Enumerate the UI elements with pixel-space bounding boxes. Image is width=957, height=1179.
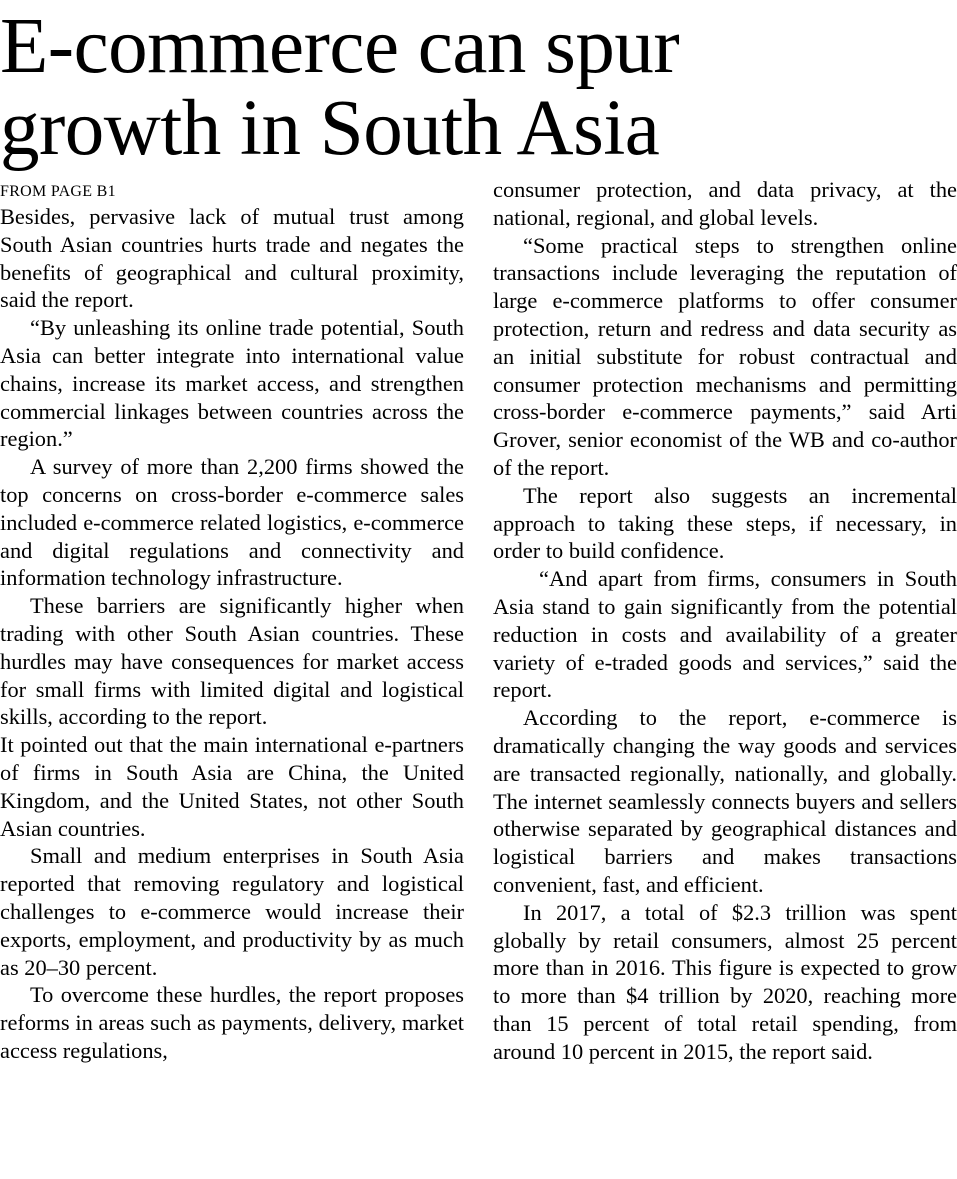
paragraph: Small and medium enterprises in South Asia reported that removing regulatory and logistical challenges to e-commerce would increase their exports, employment, and productivity by as much as 20–30 percent.: [0, 843, 464, 980]
paragraph: In 2017, a total of $2.3 trillion was spent globally by retail consumers, almost 25 percent more than in 2016. This figure is expected to grow to more than $4 trillion by 2020, reaching more than 15 percent of total retail spending, from around 10 percent in 2015, the report said.: [493, 899, 957, 1064]
headline-line-1: E-commerce can spur: [0, 3, 680, 90]
headline-line-2: growth in South Asia: [0, 85, 660, 172]
paragraph: “Some practical steps to strengthen online transactions include leveraging the reputation of large e-commerce platforms to offer consumer protection, return and redress and data security as an initial substitute for robust contractual and consumer protection mechanisms and permitting cross-border e-commerce payments,” said Arti Grover, senior economist of the WB and co-author of the report.: [493, 232, 957, 480]
paragraph: A survey of more than 2,200 firms showed the top concerns on cross-border e-commerce sales included e-commerce related logistics, e-commerce and digital regulations and connectivity and information technology infrastructure.: [0, 454, 464, 591]
headline: [0, 3, 955, 172]
left-column: [0, 181, 464, 1065]
paragraph: The report also suggests an incremental approach to taking these steps, if necessary, in order to build confidence.: [493, 482, 957, 564]
paragraph: According to the report, e-commerce is dramatically changing the way goods and services are transacted regionally, nationally, and globally. The internet seamlessly connects buyers and sellers otherwise separated by geographical distances and logistical barriers and makes transactions convenient, fast, and efficient.: [493, 705, 957, 897]
paragraph: “By unleashing its online trade potential, South Asia can better integrate into international value chains, increase its market access, and strengthen commercial linkages between countries across the region.”: [0, 315, 464, 452]
paragraph: It pointed out that the main international e-partners of firms in South Asia are China, the United Kingdom, and the United States, not other South Asian countries.: [0, 732, 464, 841]
jump-line: FROM PAGE B1: [0, 183, 116, 200]
paragraph: These barriers are significantly higher when trading with other South Asian countries. These hurdles may have consequences for market access for small firms with limited digital and logistical skills, according to the report.: [0, 593, 464, 730]
right-column: [493, 176, 957, 1066]
paragraph: “And apart from firms, consumers in South Asia stand to gain significantly from the potential reduction in costs and availability of a greater variety of e-traded goods and services,” said the report.: [493, 566, 957, 703]
paragraph: consumer protection, and data privacy, at the national, regional, and global levels.: [493, 177, 957, 230]
paragraph: Besides, pervasive lack of mutual trust among South Asian countries hurts trade and negates the benefits of geographical and cultural proximity, said the report.: [0, 204, 464, 313]
paragraph: To overcome these hurdles, the report proposes reforms in areas such as payments, delivery, market access regulations,: [0, 982, 464, 1063]
